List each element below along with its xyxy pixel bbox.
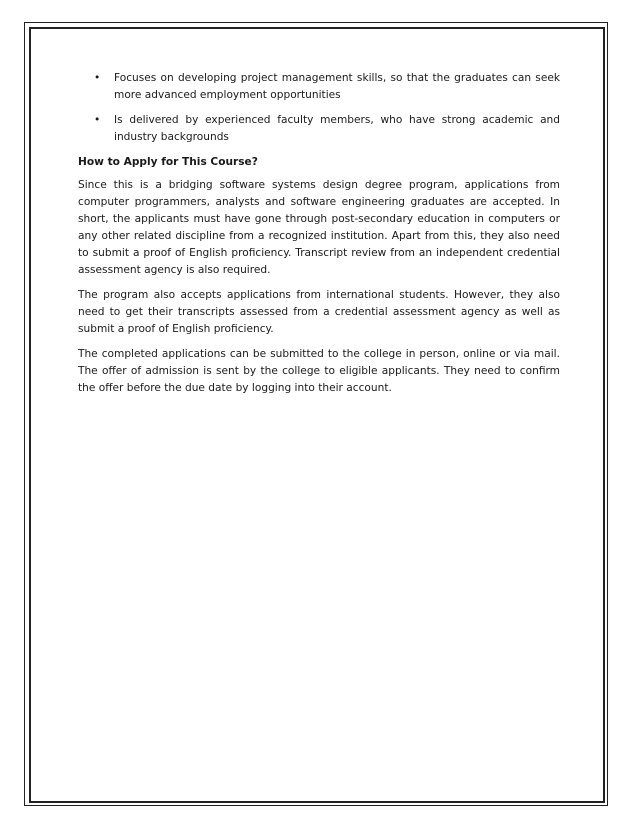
bullet-list bbox=[78, 70, 560, 146]
paragraph: The program also accepts applications from international students. However, they also need to get their transcripts assessed from a credential assessment agency as well as submit a proof of English proficiency. bbox=[78, 289, 560, 335]
document-body bbox=[78, 70, 560, 405]
list-item bbox=[78, 70, 560, 104]
section-heading: How to Apply for This Course? bbox=[78, 156, 258, 168]
bullet-icon: • bbox=[94, 114, 101, 126]
paragraph: Since this is a bridging software systems design degree program, applications from computer programmers, analysts and software engineering graduates are accepted. In short, the applicants must have gone through post-secondary education in computers or any other related discipline from a recognized institution. Apart from this, they also need to submit a proof of English proficiency. Transcript review from an independent credential assessment agency is also required. bbox=[78, 179, 560, 276]
list-item bbox=[78, 112, 560, 146]
bullet-icon: • bbox=[94, 72, 101, 84]
bullet-text: Is delivered by experienced faculty members, who have strong academic and industry backgrounds bbox=[114, 114, 560, 143]
bullet-text: Focuses on developing project management skills, so that the graduates can seek more advanced employment opportunities bbox=[114, 72, 560, 101]
paragraph: The completed applications can be submitted to the college in person, online or via mail. The offer of admission is sent by the college to eligible applicants. They need to confirm the offer before the due date by logging into their account. bbox=[78, 348, 560, 394]
